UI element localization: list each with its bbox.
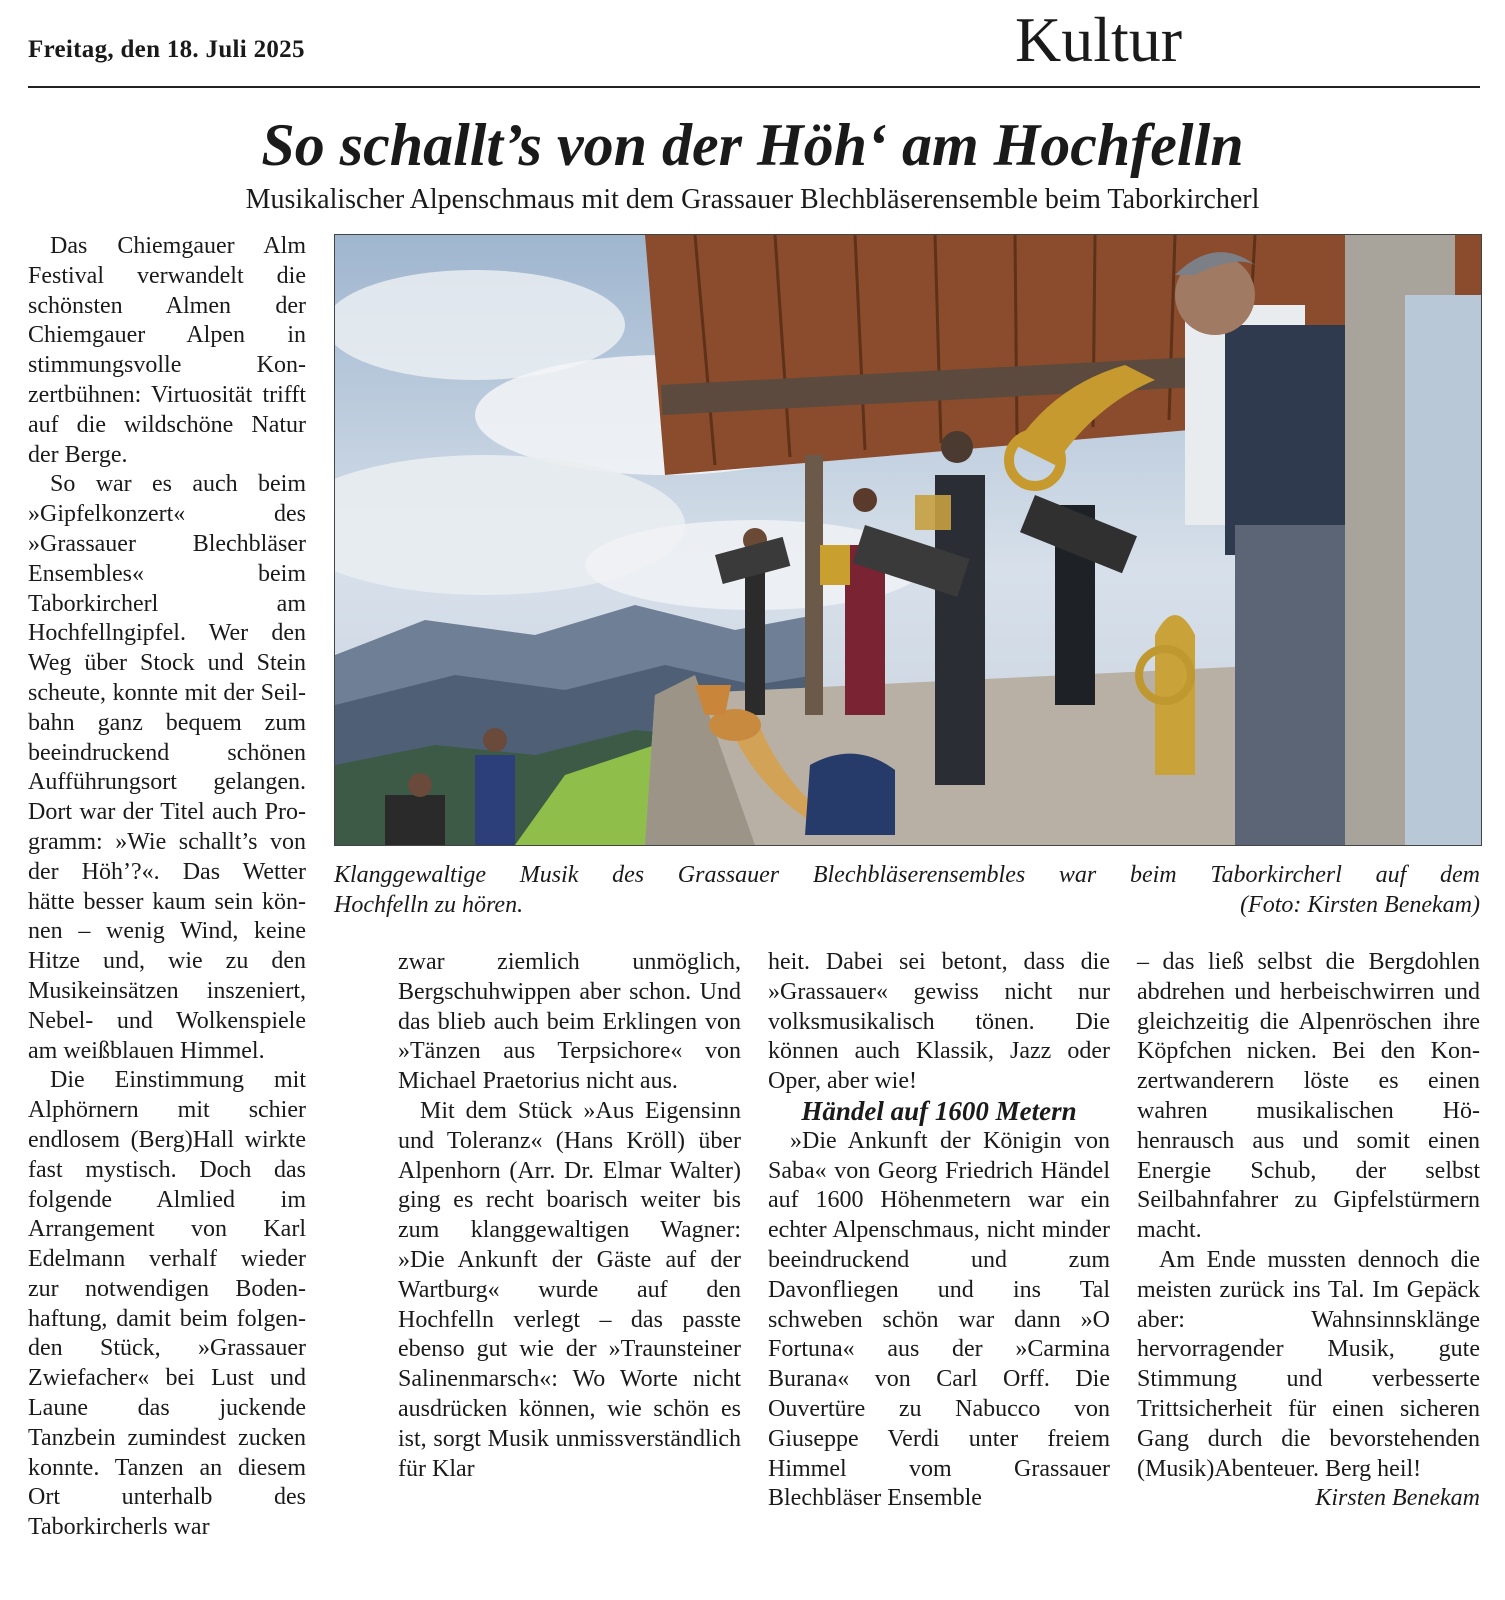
section-title: Kultur — [1015, 4, 1183, 75]
photo-caption-continued — [334, 890, 1480, 920]
paragraph: zwar ziemlich unmöglich, Bergschuhwippen aber schon. Und das blieb auch beim Erklingen von »Tänzen aus Terpsichore« von Michael Praetorius nicht aus. — [398, 949, 741, 1095]
article-subheadline: Musikalischer Alpenschmaus mit dem Grassauer Blechbläserensemble beim Taborkircherl — [245, 184, 1260, 215]
issue-date: Freitag, den 18. Juli 2025 — [28, 36, 305, 63]
header-rule — [28, 86, 1480, 88]
concert-photo — [334, 234, 1482, 846]
paragraph: – das ließ selbst die Bergdohlen abdrehen und herbeischwirren und gleichzeitig die Alpenröschen ihre Köpfchen nicken. Bei den Konzertwanderern löste es einen wahren musikalischen Höhenrausch aus und somit einen Energie Schub, der selbst Seilbahnfahrer zu Gipfelstürmern macht. — [1137, 949, 1480, 1244]
text-column-1 — [28, 232, 306, 1543]
paragraph: Am Ende mussten dennoch die meisten zurück ins Tal. Im Gepäck aber: Wahnsinnsklänge hervorragender Musik, gute Stimmung und verbesserte Trittsicherheit für einen sicheren Gang durch die bevorstehenden (Musik)Abenteuer. Berg heil! — [1137, 1246, 1480, 1482]
paragraph: Die Einstimmung mit Alphörnern mit schier endlosem (Berg)Hall wirkte fast mystisch. Doch das folgende Almlied im Arrangement von Karl Edelmann verhalf wieder zur notwendigen Bodenhaftung, damit beim folgenden Stück, »Grassauer Zwiefacher« bei Lust und Laune das juckende Tanzbein zumindest zucken konnte. Tanzen an diesem Ort unterhalb des Taborkircherls war — [28, 1067, 306, 1541]
photo-credit: (Foto: Kirsten Benekam) — [1240, 892, 1480, 918]
text-column-4 — [1137, 948, 1480, 1514]
paragraph: Mit dem Stück »Aus Eigensinn und Toleranz« (Hans Kröll) über Alpenhorn (Arr. Dr. Elmar Walter) ging es recht boarisch weiter bis zum klanggewaltigen Wagner: »Die Ankunft der Gäste auf der Wartburg« wurde auf den Hochfelln verlegt – das passte ebenso gut wie der »Traunsteiner Salinenmarsch«: Wo Worte nicht ausdrücken können, wie schön es ist, sorgt Musik unmissverständlich für Klar — [398, 1097, 741, 1482]
article-headline: So schallt’s von der Höh‘ am Hochfelln — [261, 112, 1244, 178]
paragraph: »Die Ankunft der Königin von Saba« von Georg Friedrich Händel auf 1600 Höhenmetern war ein echter Alpenschmaus, nicht minder beeindruckend und zum Davonfliegen und ins Tal schweben schön war dann »O Fortuna« aus der »Carmina Burana« von Carl Orff. Die Ouvertüre zu Nabucco von Giuseppe Verdi unter freiem Himmel vom Grassauer Blechbläser Ensemble — [768, 1127, 1110, 1512]
photo-caption: Klanggewaltige Musik des Grassauer Blechbläserensembles war beim Taborkircherl auf dem — [334, 862, 1480, 888]
paragraph: So war es auch beim »Gipfelkonzert« des »Grassauer Blechbläser Ensembles« beim Taborkircherl am Hochfellngipfel. Wer den Weg über Stock und Stein scheute, konnte mit der Seilbahn ganz bequem zum beeindruckend schönen Aufführungsort gelangen. Dort war der Titel auch Programm: »Wie schallt’s von der Höh’?«. Das Wetter hätte besser kaum sein können – wenig Wind, keine Hitze und, wie zu den Musikeinsätzen inszeniert, Nebel- und Wolkenspiele am weißblauen Himmel. — [28, 471, 306, 1064]
author-byline: Kirsten Benekam — [1315, 1485, 1480, 1512]
paragraph: heit. Dabei sei betont, dass die »Grassauer« gewiss nicht nur volksmusikalisch tönen. Die können auch Klassik, Jazz oder Oper, aber wie! — [768, 949, 1110, 1095]
section-subheading: Händel auf 1600 Metern — [801, 1095, 1077, 1126]
text-column-2 — [398, 948, 741, 1484]
text-column-3 — [768, 948, 1110, 1514]
caption-line-2: Hochfelln zu hören. — [334, 892, 524, 918]
paragraph: Das Chiemgauer Alm Festival verwandelt die schönsten Almen der Chiemgauer Alpen in stimmungsvolle Konzertbühnen: Virtuosität trifft auf die wildschöne Natur der Berge. — [28, 233, 306, 468]
